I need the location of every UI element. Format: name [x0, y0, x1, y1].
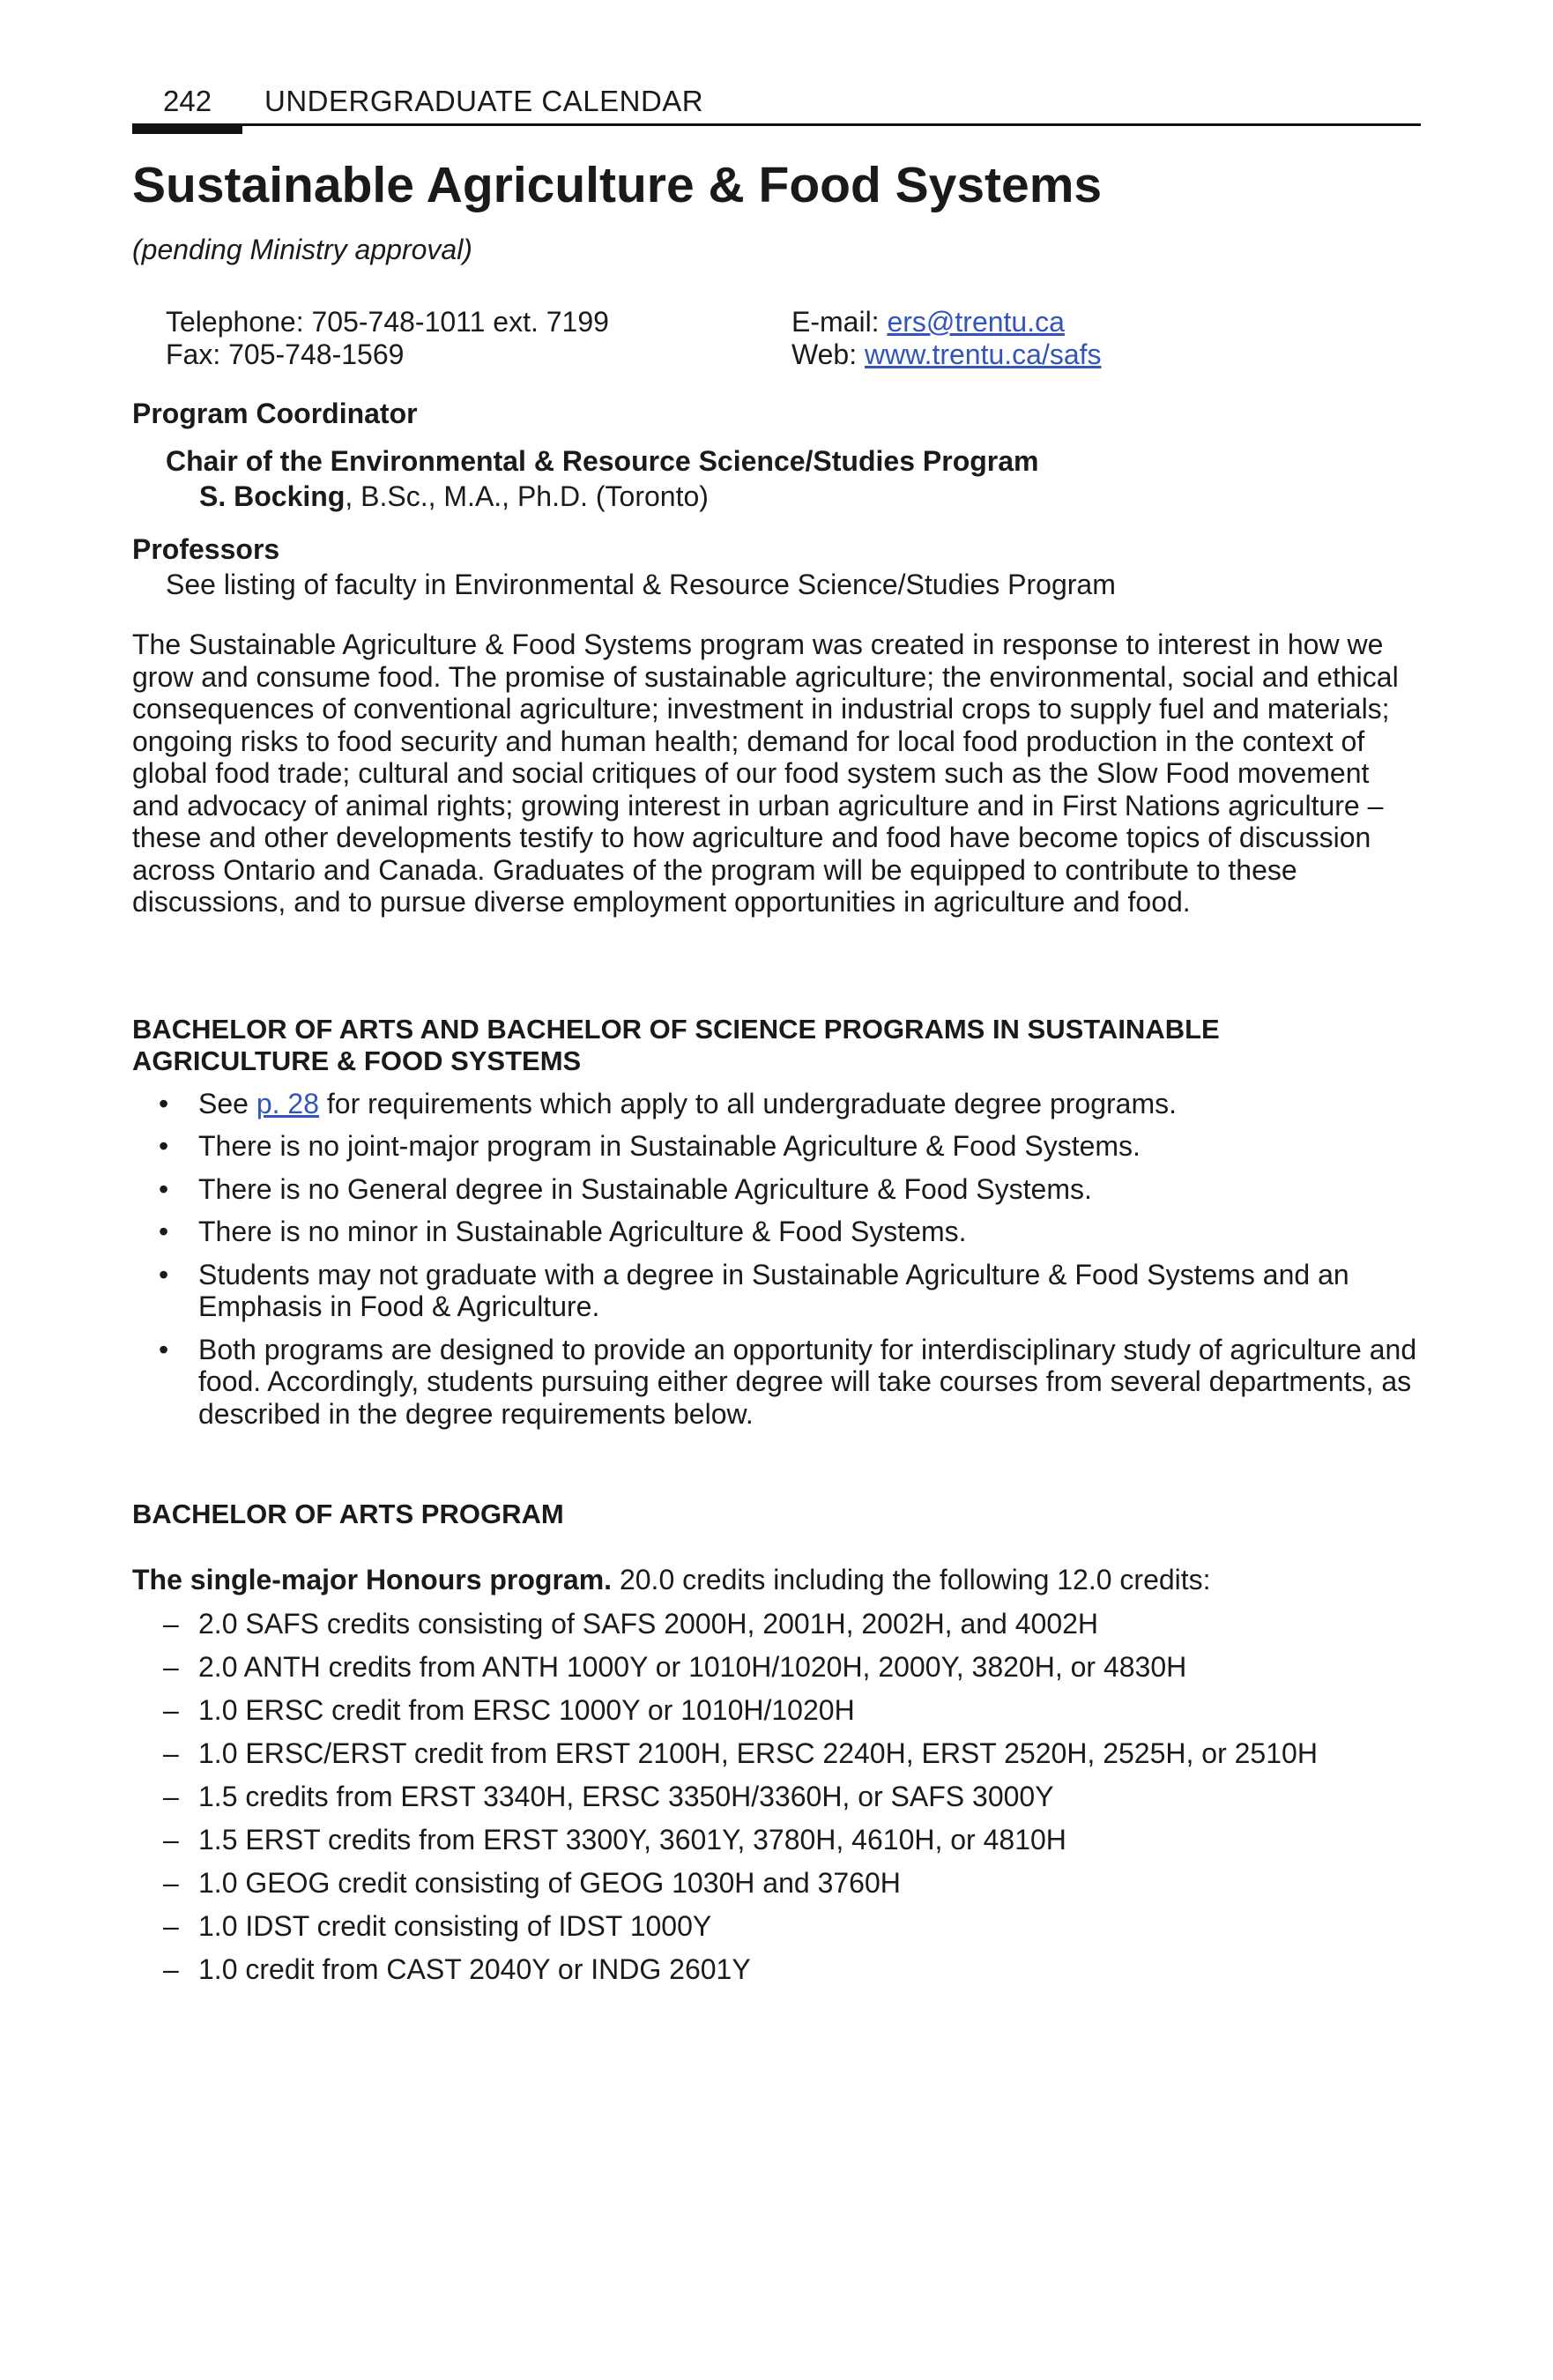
- coordinator-name: S. Bocking: [199, 480, 346, 512]
- professors-text: See listing of faculty in Environmental & Resource Science/Studies Program: [166, 569, 1116, 600]
- header-rule: [132, 123, 1421, 126]
- requirement-text: 1.0 ERSC/ERST credit from ERST 2100H, ERSC 2240H, ERST 2520H, 2525H, or 2510H: [198, 1737, 1318, 1769]
- header-rule-accent: [132, 123, 242, 134]
- bullet-glyph: •: [159, 1216, 169, 1247]
- honours-label: The single-major Honours program.: [132, 1564, 613, 1595]
- requirement-text: 2.0 ANTH credits from ANTH 1000Y or 1010H/1020H, 2000Y, 3820H, or 4830H: [198, 1651, 1187, 1683]
- list-item: [132, 1130, 1421, 1163]
- list-item: [132, 1862, 1421, 1905]
- list-item: [132, 1259, 1421, 1323]
- list-item: [132, 1948, 1421, 1991]
- requirements-list: [132, 1603, 1421, 1991]
- web-line: [791, 338, 1102, 371]
- coordinator-credentials: , B.Sc., M.A., Ph.D. (Toronto): [345, 480, 709, 512]
- contact-right: [791, 306, 1102, 371]
- list-item: [132, 1088, 1421, 1120]
- ba-heading: BACHELOR OF ARTS PROGRAM: [132, 1499, 564, 1529]
- coordinator-role: Chair of the Environmental & Resource Science/Studies Program: [166, 445, 1039, 477]
- web-label: Web:: [791, 338, 865, 370]
- professors-label: Professors: [132, 533, 280, 565]
- bullet-text: There is no joint-major program in Sustainable Agriculture & Food Systems.: [198, 1130, 1141, 1162]
- intro-paragraph: The Sustainable Agriculture & Food Systems program was created in response to interest in how we grow and consume food. The promise of sustainable agriculture; the environmental, social and ethical consequences of conventional agriculture; investment in industrial crops to supply fuel and materials; ongoing risks to food security and human health; demand for local food production in the context of global food trade; cultural and social critiques of our food system such as the Slow Food movement and advocacy of animal rights; growing interest in urban agriculture and in First Nations agriculture – these and other developments testify to how agriculture and food have become topics of discussion across Ontario and Canada. Graduates of the program will be equipped to contribute to these discussions, and to pursue diverse employment opportunities in agriculture and food.: [132, 628, 1399, 918]
- dash-glyph: –: [163, 1824, 179, 1856]
- email-line: [791, 306, 1102, 338]
- bullet-glyph: •: [159, 1130, 169, 1162]
- coordinator-label: Program Coordinator: [132, 398, 418, 429]
- dash-glyph: –: [163, 1867, 179, 1899]
- requirement-text: 1.5 ERST credits from ERST 3300Y, 3601Y, 3780H, 4610H, or 4810H: [198, 1824, 1066, 1856]
- dash-glyph: –: [163, 1737, 179, 1769]
- bullet-text-post: for requirements which apply to all undergraduate degree programs.: [319, 1087, 1177, 1119]
- bullet-glyph: •: [159, 1087, 169, 1119]
- dash-glyph: –: [163, 1781, 179, 1812]
- dash-glyph: –: [163, 1608, 179, 1640]
- requirement-text: 1.5 credits from ERST 3340H, ERSC 3350H/3360H, or SAFS 3000Y: [198, 1781, 1054, 1812]
- honours-text: 20.0 credits including the following 12.0 credits:: [612, 1564, 1211, 1595]
- list-item: [132, 1216, 1421, 1248]
- requirement-text: 1.0 ERSC credit from ERSC 1000Y or 1010H/1020H: [198, 1694, 855, 1726]
- telephone: Telephone: 705-748-1011 ext. 7199: [166, 306, 609, 338]
- list-item: [132, 1905, 1421, 1948]
- list-item: [132, 1646, 1421, 1689]
- bullet-glyph: •: [159, 1333, 169, 1365]
- requirement-text: 1.0 IDST credit consisting of IDST 1000Y: [198, 1910, 712, 1942]
- page-title: Sustainable Agriculture & Food Systems: [132, 157, 1103, 213]
- dash-glyph: –: [163, 1651, 179, 1683]
- list-item: [132, 1603, 1421, 1646]
- email-link[interactable]: ers@trentu.ca: [887, 306, 1065, 338]
- dash-glyph: –: [163, 1953, 179, 1985]
- bullet-text: Both programs are designed to provide an opportunity for interdisciplinary study of agriculture and food. Accordingly, students pursuing either degree will take courses from several departments, as described in the degree requirements below.: [198, 1333, 1417, 1430]
- honours-line: [132, 1562, 1421, 1597]
- bullet-text: There is no minor in Sustainable Agriculture & Food Systems.: [198, 1216, 967, 1247]
- requirement-text: 1.0 credit from CAST 2040Y or INDG 2601Y: [198, 1953, 751, 1985]
- web-link[interactable]: www.trentu.ca/safs: [865, 338, 1102, 370]
- fax: Fax: 705-748-1569: [166, 338, 405, 370]
- dash-glyph: –: [163, 1910, 179, 1942]
- dash-glyph: –: [163, 1694, 179, 1726]
- bullet-glyph: •: [159, 1172, 169, 1205]
- list-item: [132, 1775, 1421, 1818]
- coordinator-person: [199, 479, 1421, 514]
- list-item: [132, 1732, 1421, 1775]
- list-item: [132, 1818, 1421, 1862]
- page-subtitle: (pending Ministry approval): [132, 234, 472, 265]
- list-item: [132, 1173, 1421, 1206]
- bullet-text: Students may not graduate with a degree in Sustainable Agriculture & Food Systems and an Emphasis in Food & Agriculture.: [198, 1258, 1349, 1322]
- bullet-text-pre: See: [198, 1087, 256, 1119]
- bullet-glyph: •: [159, 1258, 169, 1290]
- contact-left: [166, 306, 609, 371]
- email-label: E-mail:: [791, 306, 888, 338]
- page-link[interactable]: p. 28: [256, 1087, 319, 1119]
- list-item: [132, 1334, 1421, 1431]
- bullet-text: There is no General degree in Sustainable Agriculture & Food Systems.: [198, 1172, 1092, 1205]
- programs-heading: BACHELOR OF ARTS AND BACHELOR OF SCIENCE PROGRAMS IN SUSTAINABLE AGRICULTURE & FOOD SYSTEMS: [132, 1013, 1220, 1076]
- requirement-text: 2.0 SAFS credits consisting of SAFS 2000H, 2001H, 2002H, and 4002H: [198, 1608, 1099, 1640]
- running-header: [132, 81, 1421, 123]
- programs-bullet-list: [132, 1088, 1421, 1431]
- list-item: [132, 1689, 1421, 1732]
- main-content: [132, 154, 1421, 1991]
- contact-block: [132, 306, 1421, 376]
- calendar-title: UNDERGRADUATE CALENDAR: [264, 85, 704, 117]
- page-number: 242: [163, 85, 212, 117]
- requirement-text: 1.0 GEOG credit consisting of GEOG 1030H and 3760H: [198, 1867, 901, 1899]
